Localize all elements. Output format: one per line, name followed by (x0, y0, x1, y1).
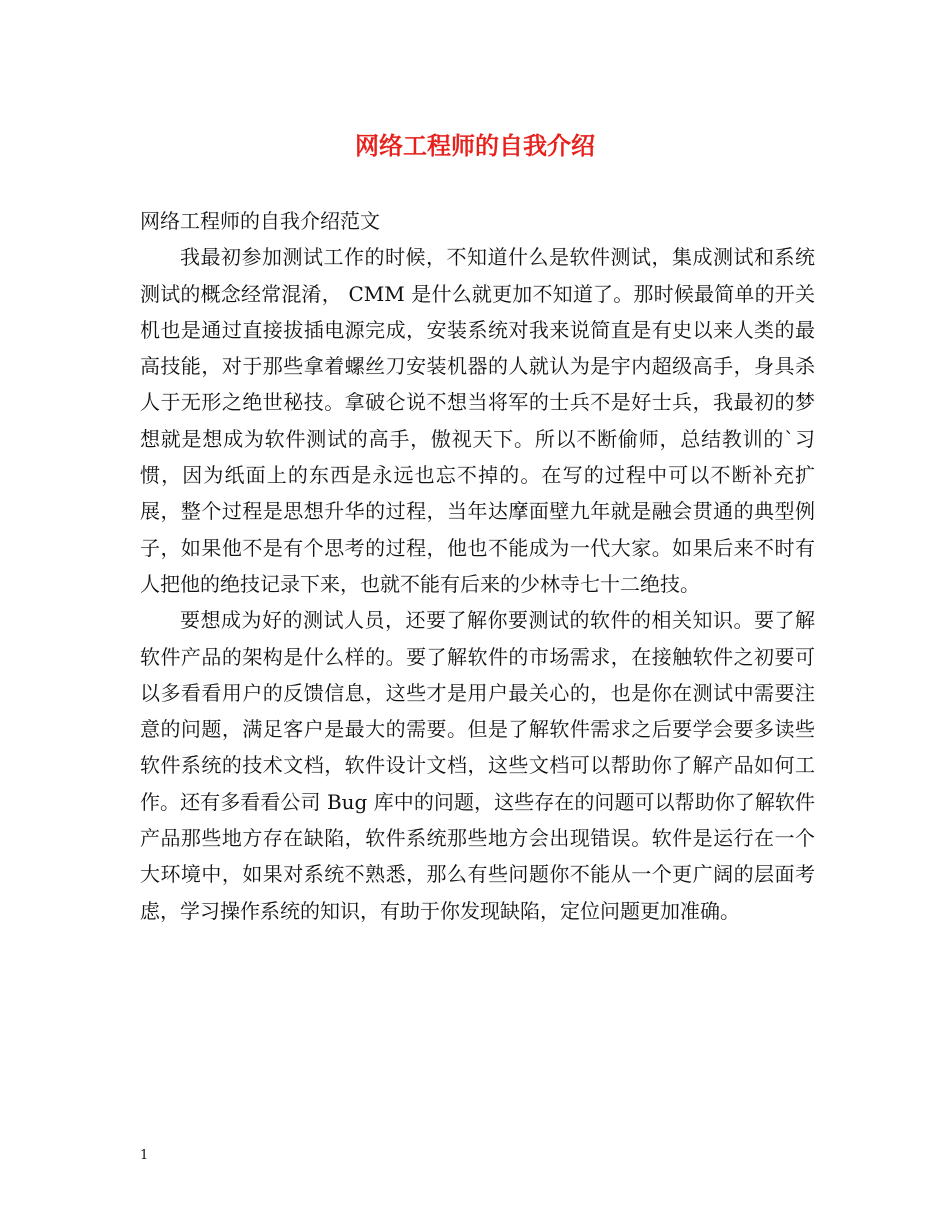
page-number: 1 (140, 1148, 149, 1163)
document-subtitle: 网络工程师的自我介绍范文 (140, 209, 380, 233)
document-body (140, 203, 815, 929)
paragraph-1: 我最初参加测试工作的时候，不知道什么是软件测试，集成测试和系统测试的概念经常混淆， CMM 是什么就更加不知道了。那时候最简单的开关机也是通过直接拔插电源完成，安装系统对我来说简直是有史以来人类的最高技能，对于那些拿着螺丝刀安装机器的人就认为是宇内超级高手，身具杀人于无形之绝世秘技。拿破仑说不想当将军的士兵不是好士兵，我最初的梦想就是想成为软件测试的高手，傲视天下。所以不断偷师，总结教训的`习惯，因为纸面上的东西是永远也忘不掉的。在写的过程中可以不断补充扩展，整个过程是思想升华的过程，当年达摩面壁九年就是融会贯通的典型例子，如果他不是有个思考的过程，他也不能成为一代大家。如果后来不时有人把他的绝技记录下来，也就不能有后来的少林寺七十二绝技。 (140, 245, 815, 596)
paragraph-2: 要想成为好的测试人员，还要了解你要测试的软件的相关知识。要了解软件产品的架构是什么样的。要了解软件的市场需求，在接触软件之初要可以多看看用户的反馈信息，这些才是用户最关心的，也是你在测试中需要注意的问题，满足客户是最大的需要。但是了解软件需求之后要学会要多读些软件系统的技术文档，软件设计文档，这些文档可以帮助你了解产品如何工作。还有多看看公司 Bug 库中的问题，这些存在的问题可以帮助你了解软件产品那些地方存在缺陷，软件系统那些地方会出现错误。软件是运行在一个大环境中，如果对系统不熟悉，那么有些问题你不能从一个更广阔的层面考虑，学习操作系统的知识，有助于你发现缺陷，定位问题更加准确。 (140, 608, 815, 923)
document-title: 网络工程师的自我介绍 (355, 131, 595, 160)
